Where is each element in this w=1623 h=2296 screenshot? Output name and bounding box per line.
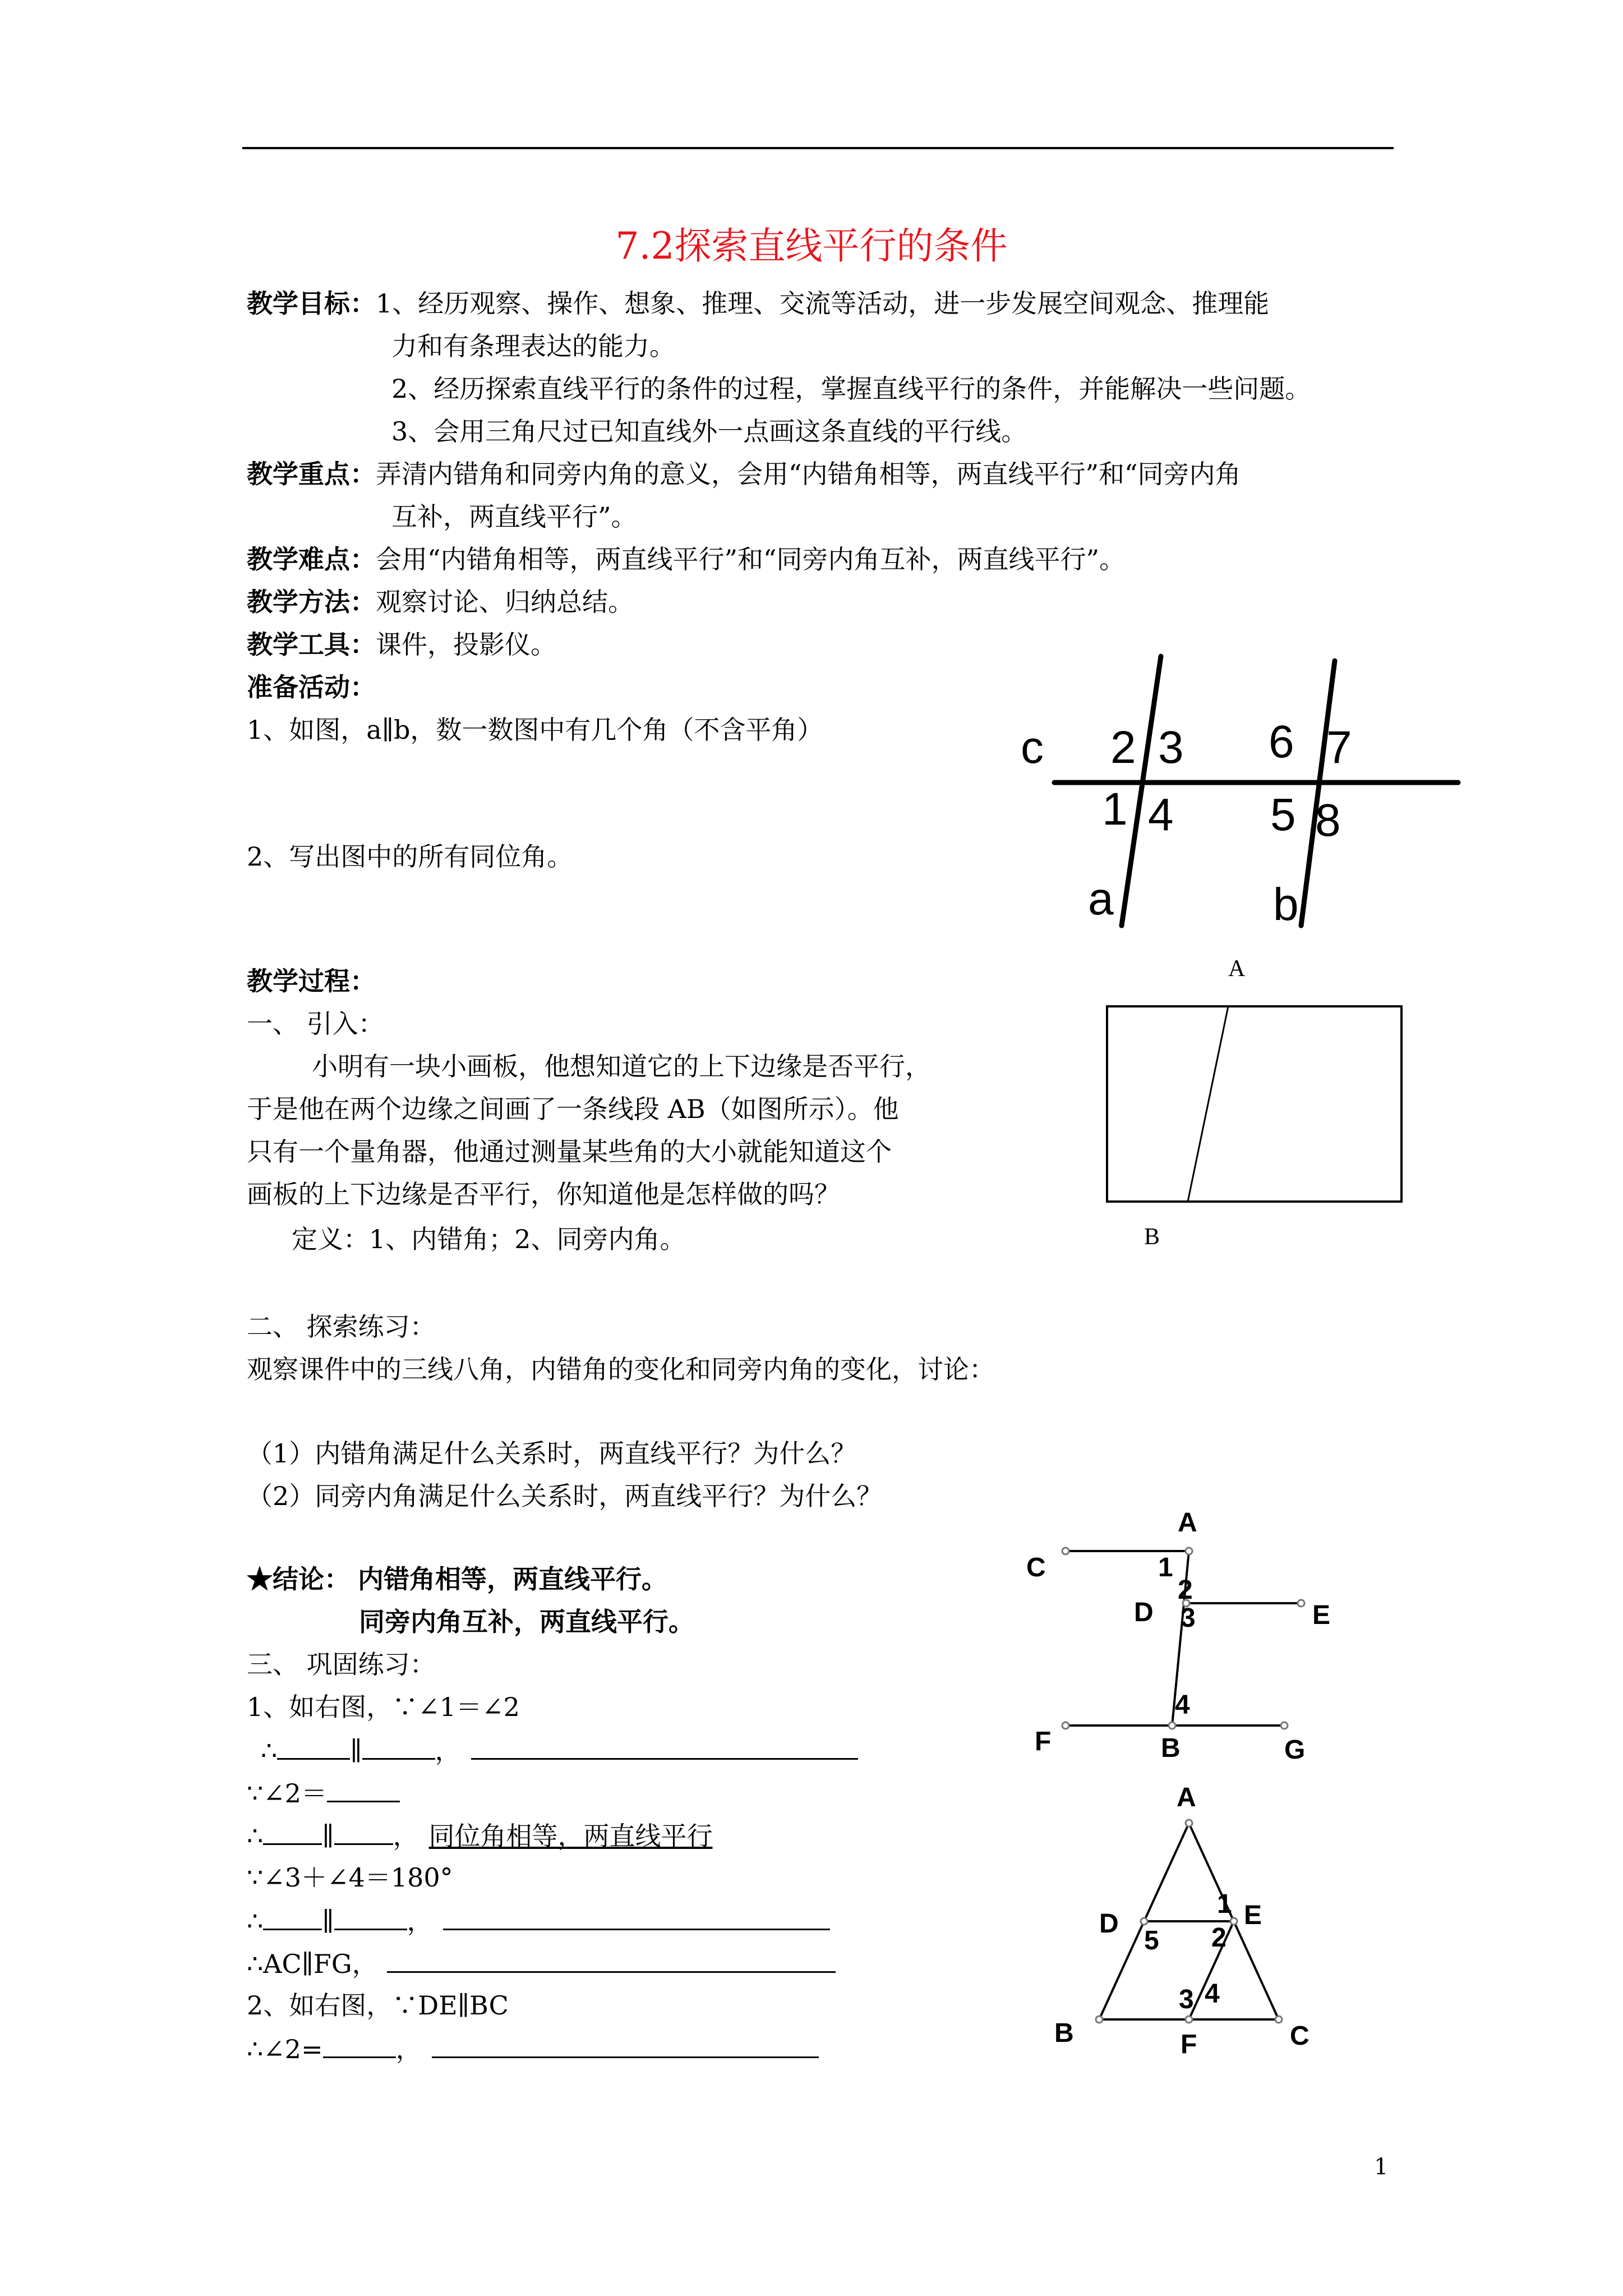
ex1-l6-therefore: ∴ xyxy=(247,1906,264,1936)
conclusion-label: ★结论： xyxy=(247,1564,350,1594)
ex1-blank-8[interactable] xyxy=(334,1904,407,1930)
conclusion-line-1 xyxy=(247,1563,667,1595)
exercise-1-line-6 xyxy=(247,1904,830,1938)
objectives-label: 教学目标： xyxy=(247,288,376,319)
point-f xyxy=(1186,2016,1192,2023)
tools-label: 教学工具： xyxy=(247,629,376,660)
exercise-1-line-4 xyxy=(247,1819,713,1852)
ex1-blank-3[interactable] xyxy=(471,1733,858,1760)
fig4-label-1: 1 xyxy=(1217,1889,1232,1919)
fig3-label-4: 4 xyxy=(1175,1690,1190,1720)
conclusion-text-2: 同旁内角互补，两直线平行。 xyxy=(359,1607,694,1637)
section-1-para-4: 画板的上下边缘是否平行，你知道他是怎样做的吗？ xyxy=(247,1179,840,1209)
point-b xyxy=(1096,2016,1103,2023)
page-title: 7.2探索直线平行的条件 xyxy=(615,224,1008,268)
fig1-label-3: 3 xyxy=(1158,722,1184,773)
fig3-label-D: D xyxy=(1134,1598,1154,1627)
ex1-l2-parallel: ∥ xyxy=(350,1736,362,1766)
figure-exercise-1 xyxy=(1009,1509,1346,1767)
ex1-l4-comma: ， xyxy=(393,1821,419,1851)
methods-text: 观察讨论、归纳总结。 xyxy=(376,587,634,617)
ex1-l2-therefore: ∴ xyxy=(261,1736,278,1766)
fig1-label-b: b xyxy=(1273,879,1299,930)
fig1-label-5: 5 xyxy=(1270,789,1296,840)
fig1-label-6: 6 xyxy=(1269,716,1294,767)
keypoints-line-1 xyxy=(247,458,1241,490)
tools-line xyxy=(247,628,556,661)
section-1-para-2: 于是他在两个边缘之间画了一条线段 AB（如图所示）。他 xyxy=(247,1094,899,1124)
fig4-label-5: 5 xyxy=(1144,1926,1159,1955)
figure-exercise-2 xyxy=(1054,1784,1346,2064)
fig3-label-1: 1 xyxy=(1158,1553,1173,1582)
fig1-label-8: 8 xyxy=(1315,795,1341,846)
section-2-title: 二、 探索练习： xyxy=(247,1312,436,1342)
ex1-blank-10[interactable] xyxy=(387,1947,836,1973)
fig3-label-C: C xyxy=(1026,1553,1046,1582)
fig3-label-E: E xyxy=(1312,1600,1331,1630)
point-g xyxy=(1281,1722,1288,1729)
tools-text: 课件，投影仪。 xyxy=(376,629,556,660)
prep-question-1: 1、如图，a∥b，数一数图中有几个角（不含平角） xyxy=(247,715,823,745)
ex1-blank-9[interactable] xyxy=(443,1904,830,1930)
ex1-blank-1[interactable] xyxy=(277,1733,350,1760)
methods-line xyxy=(247,586,634,618)
ex1-l6-comma: ， xyxy=(407,1906,433,1936)
point-b xyxy=(1169,1722,1175,1729)
fig1-label-1: 1 xyxy=(1102,784,1128,835)
keypoints-text-b: 互补，两直线平行”。 xyxy=(391,501,637,532)
fig3-label-A: A xyxy=(1178,1508,1197,1538)
ex1-l4-therefore: ∴ xyxy=(247,1821,264,1851)
exercise-1-line-5: ∵∠3＋∠4＝180° xyxy=(247,1862,453,1893)
point-a xyxy=(1186,1548,1192,1554)
conclusion-text-1: 内错角相等，两直线平行。 xyxy=(358,1564,667,1594)
exercise-1-line-1: 1、如右图，∵∠1＝∠2 xyxy=(247,1692,520,1722)
keypoints-text-a: 弄清内错角和同旁内角的意义，会用“内错角相等，两直线平行”和“同旁内角 xyxy=(376,459,1241,489)
figure-parallel-lines xyxy=(1009,645,1469,937)
fig4-label-C: C xyxy=(1290,2021,1310,2051)
exercise-1-line-7 xyxy=(247,1947,836,1980)
ex1-l7-text: ∴AC∥FG， xyxy=(247,1949,378,1979)
fig3-label-B: B xyxy=(1161,1733,1181,1763)
line-b xyxy=(1301,661,1335,926)
section-3-title: 三、 巩固练习： xyxy=(247,1649,436,1680)
point-c xyxy=(1062,1548,1069,1554)
fig2-label-B: B xyxy=(1144,1224,1160,1250)
ex1-l4-reason: 同位角相等，两直线平行 xyxy=(428,1821,713,1851)
ex1-l6-parallel: ∥ xyxy=(322,1906,334,1936)
difficulties-label: 教学难点： xyxy=(247,544,376,574)
keypoints-label: 教学重点： xyxy=(247,459,376,489)
fig2-label-A: A xyxy=(1228,956,1246,982)
exercise-2-line-2 xyxy=(247,2032,819,2065)
point-a xyxy=(1186,1820,1192,1826)
section-1-para-1: 小明有一块小画板，他想知道它的上下边缘是否平行， xyxy=(312,1051,931,1082)
ex1-blank-6[interactable] xyxy=(334,1819,393,1845)
board-rect xyxy=(1107,1006,1401,1202)
segment-ab xyxy=(1188,1006,1228,1202)
fig1-label-c: c xyxy=(1021,722,1044,773)
objectives-item-1b: 力和有条理表达的能力。 xyxy=(391,331,675,361)
ex1-blank-7[interactable] xyxy=(263,1904,322,1930)
ex1-l3-text: ∵∠2＝ xyxy=(247,1778,328,1809)
ex2-l2-comma: ， xyxy=(395,2034,422,2064)
ex1-blank-4[interactable] xyxy=(327,1776,400,1802)
prep-label: 准备活动： xyxy=(247,672,376,702)
prep-question-2: 2、写出图中的所有同位角。 xyxy=(247,841,573,872)
header-rule xyxy=(242,147,1394,149)
fig4-label-3: 3 xyxy=(1179,1985,1194,2014)
ex1-blank-5[interactable] xyxy=(263,1819,322,1845)
point-c xyxy=(1275,2016,1282,2023)
section-1-para-3: 只有一个量角器，他通过测量某些角的大小就能知道这个 xyxy=(247,1137,892,1167)
exercise-1-line-2 xyxy=(261,1733,858,1767)
fig4-label-2: 2 xyxy=(1211,1923,1227,1953)
ex2-blank-2[interactable] xyxy=(432,2032,819,2058)
fig4-label-A: A xyxy=(1177,1783,1196,1812)
point-d xyxy=(1141,1918,1147,1925)
difficulties-line xyxy=(247,543,1125,576)
point-f xyxy=(1062,1722,1069,1729)
difficulties-text: 会用“内错角相等，两直线平行”和“同旁内角互补，两直线平行”。 xyxy=(376,544,1126,574)
fig1-label-4: 4 xyxy=(1148,789,1174,840)
ex1-l4-parallel: ∥ xyxy=(322,1821,334,1851)
process-label: 教学过程： xyxy=(247,966,376,996)
point-e xyxy=(1298,1600,1304,1607)
figure-drawing-board xyxy=(1094,954,1430,1257)
objectives-item-2: 2、经历探索直线平行的条件的过程，掌握直线平行的条件，并能解决一些问题。 xyxy=(391,374,1311,404)
page-number: 1 xyxy=(1374,2154,1389,2180)
fig4-label-F: F xyxy=(1181,2030,1197,2059)
fig3-label-2: 2 xyxy=(1178,1575,1193,1605)
fig3-label-F: F xyxy=(1035,1727,1052,1756)
exercise-1-line-3 xyxy=(247,1776,400,1810)
fig4-label-B: B xyxy=(1054,2018,1074,2048)
section-2-question-1: （1）内错角满足什么关系时，两直线平行？为什么？ xyxy=(247,1438,857,1469)
section-2-para-1: 观察课件中的三线八角，内错角的变化和同旁内角的变化，讨论： xyxy=(247,1354,995,1384)
fig3-label-G: G xyxy=(1284,1735,1306,1765)
fig4-label-E: E xyxy=(1244,1901,1262,1930)
fig4-label-D: D xyxy=(1099,1909,1119,1939)
section-2-question-2: （2）同旁内角满足什么关系时，两直线平行？为什么？ xyxy=(247,1481,883,1511)
fig1-label-2: 2 xyxy=(1110,722,1136,773)
section-1-title: 一、 引入： xyxy=(247,1009,384,1039)
ex1-l2-comma: ， xyxy=(435,1736,461,1766)
fig4-label-4: 4 xyxy=(1205,1979,1220,2009)
ex2-blank-1[interactable] xyxy=(323,2032,396,2058)
section-1-definition: 定义：1、内错角；2、同旁内角。 xyxy=(292,1224,686,1254)
objectives-item-3: 3、会用三角尺过已知直线外一点画这条直线的平行线。 xyxy=(391,416,1027,447)
ex1-blank-2[interactable] xyxy=(362,1733,435,1760)
exercise-2-line-1: 2、如右图，∵DE∥BC xyxy=(247,1990,509,2021)
objectives-item-1a: 1、经历观察、操作、想象、推理、交流等活动，进一步发展空间观念、推理能 xyxy=(376,288,1270,319)
fig1-label-a: a xyxy=(1088,873,1114,924)
objectives-line-1 xyxy=(247,287,1269,320)
ex2-l2-text: ∴∠2= xyxy=(247,2034,323,2064)
methods-label: 教学方法： xyxy=(247,587,376,617)
fig3-label-3: 3 xyxy=(1181,1603,1196,1633)
fig1-label-7: 7 xyxy=(1326,722,1352,773)
